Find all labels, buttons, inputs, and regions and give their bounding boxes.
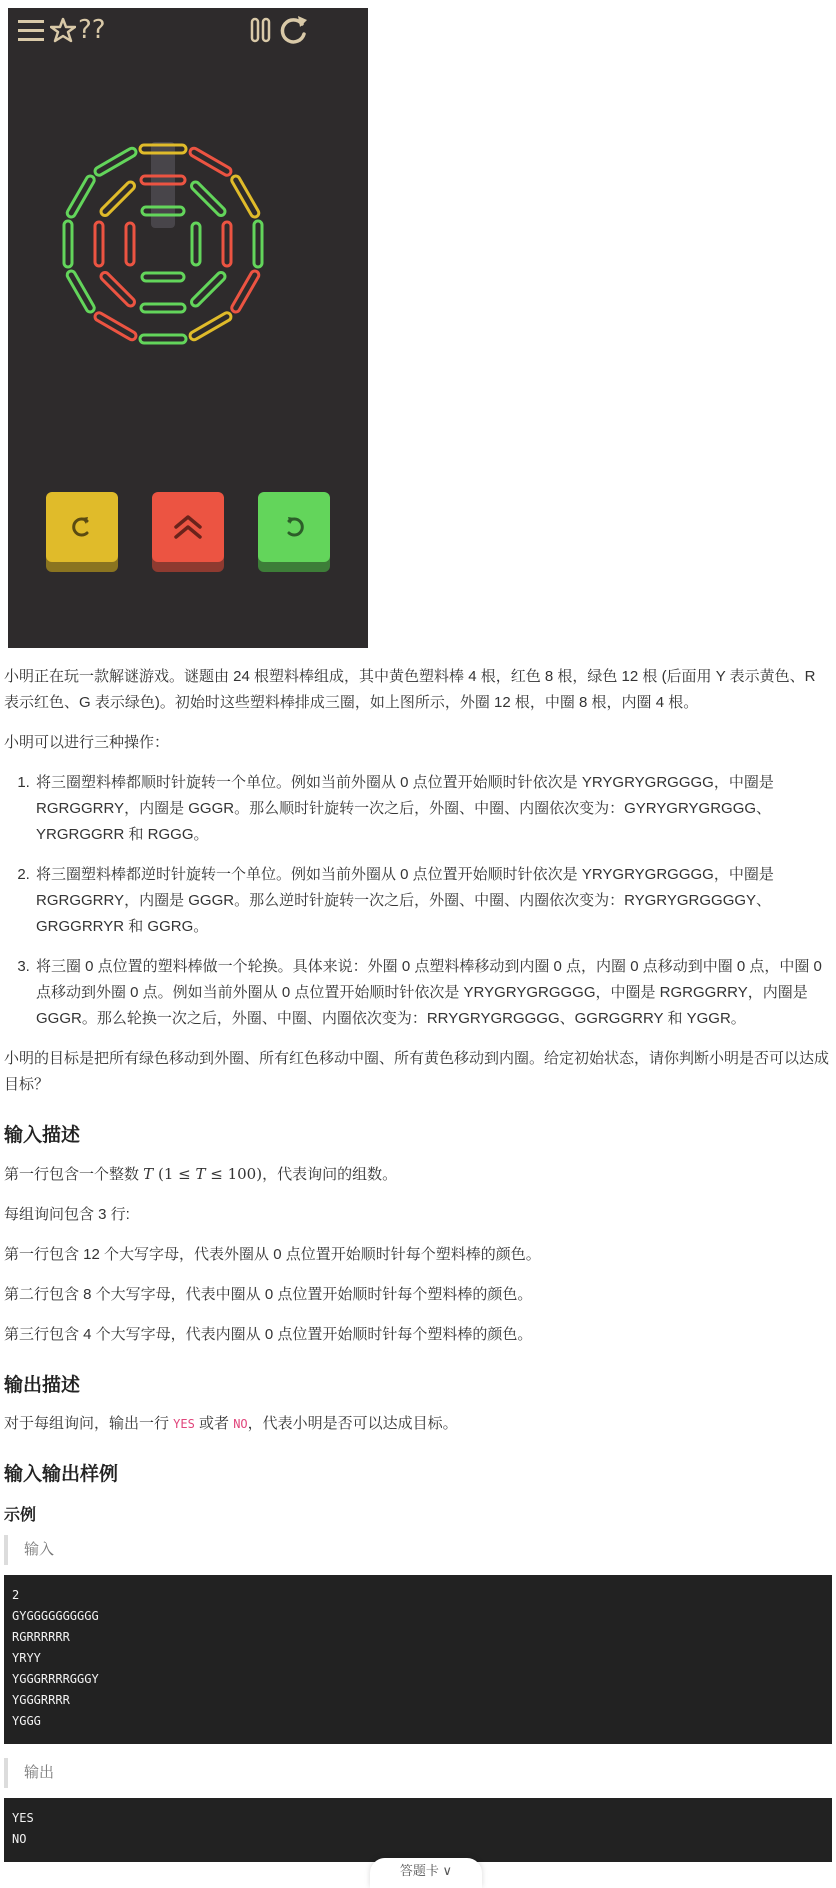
operations-intro: 小明可以进行三种操作： <box>4 734 170 751</box>
problem-content <box>4 650 832 1862</box>
sample-subheading: 示例 <box>4 1507 37 1524</box>
outer-ring-stick <box>94 311 138 341</box>
swap-up-icon <box>152 492 224 562</box>
inner-ring-stick <box>142 273 184 281</box>
rotate-cw-icon <box>258 492 330 562</box>
output-desc: 对于每组询问，输出一行 YES 或者 NO，代表小明是否可以达成目标。 <box>4 1415 458 1432</box>
middle-ring-stick <box>190 180 227 217</box>
answer-sheet-tab[interactable]: 答题卡 ∨ <box>370 1858 482 1888</box>
operation-item: 3. 将三圈 0 点位置的塑料棒做一个轮换。具体来说：外圈 0 点塑料棒移动到内圈 0 点，内圈 0 点移动到中圈 0 点，中圈 0 点移动到外圈 0 点。例如当前外圈从 0 点位置开始顺时针依次是 YRYGRYGRGGGG，中圈是 RGRGGRRY，内圈是 GGGR。那么轮换一次之后，外圈、中圈、内圈依次变为：RRYGRYGRGGGG、GGRGGRRY 和 YGGR。 <box>34 954 832 1032</box>
problem-goal: 小明的目标是把所有绿色移动到外圈、所有红色移动中圈、所有黄色移动到内圈。给定初始状态，请你判断小明是否可以达成目标？ <box>4 1050 830 1093</box>
middle-ring-stick <box>223 222 231 266</box>
help-icon[interactable]: ?? <box>78 15 106 45</box>
outer-ring-stick <box>189 147 233 177</box>
sample-output-code: YES NO <box>4 1798 832 1862</box>
outer-ring-stick <box>254 221 262 267</box>
middle-ring-stick <box>95 222 103 266</box>
samples-heading: 输入输出样例 <box>4 1464 119 1485</box>
rotate-ccw-icon <box>46 492 118 562</box>
menu-icon[interactable] <box>16 16 46 44</box>
inner-ring-stick <box>126 223 134 265</box>
outer-ring-stick <box>230 270 260 314</box>
outer-ring-stick <box>94 147 138 177</box>
swap-button[interactable] <box>152 492 224 572</box>
outer-ring-stick <box>189 311 233 341</box>
input-desc-line: 第一行包含一个整数 T (1 ≤ T ≤ 100)，代表询问的组数。 <box>4 1165 398 1183</box>
middle-ring-stick <box>141 304 185 312</box>
yes-keyword: YES <box>173 1417 195 1431</box>
sample-input-label: 输入 <box>4 1535 832 1565</box>
sample-output-label: 输出 <box>4 1758 832 1788</box>
puzzle-game-screen <box>8 8 368 648</box>
middle-ring-stick <box>99 180 136 217</box>
outer-ring-stick <box>64 221 72 267</box>
restart-icon[interactable] <box>278 14 310 46</box>
operations-list <box>4 770 832 1032</box>
middle-ring-stick <box>190 271 227 308</box>
problem-intro: 小明正在玩一款解谜游戏。谜题由 24 根塑料棒组成，其中黄色塑料棒 4 根，红色 8 根，绿色 12 根 (后面用 Y 表示黄色、R 表示红色、G 表示绿色)。初始时这些塑料棒排成三圈，如上图所示，外圈 12 根，中圈 8 根，内圈 4 根。 <box>4 668 816 711</box>
rotate-ccw-button[interactable] <box>46 492 118 572</box>
no-keyword: NO <box>233 1417 248 1431</box>
outer-ring-stick <box>230 175 260 219</box>
input-desc-line: 每组询问包含 3 行: <box>4 1206 130 1223</box>
output-heading: 输出描述 <box>4 1375 81 1396</box>
input-heading: 输入描述 <box>4 1125 81 1146</box>
rotate-cw-button[interactable] <box>258 492 330 572</box>
input-desc-line: 第一行包含 12 个大写字母，代表外圈从 0 点位置开始顺时针每个塑料棒的颜色。 <box>4 1246 541 1263</box>
input-desc-line: 第二行包含 8 个大写字母，代表中圈从 0 点位置开始顺时针每个塑料棒的颜色。 <box>4 1286 533 1303</box>
star-icon[interactable] <box>50 16 76 44</box>
outer-ring-stick <box>140 335 186 343</box>
outer-ring-stick <box>66 270 96 314</box>
input-desc-line: 第三行包含 4 个大写字母，代表内圈从 0 点位置开始顺时针每个塑料棒的颜色。 <box>4 1326 533 1343</box>
operation-item: 2. 将三圈塑料棒都逆时针旋转一个单位。例如当前外圈从 0 点位置开始顺时针依次是 YRYGRYGRGGGG，中圈是 RGRGGRRY，内圈是 GGGR。那么逆时针旋转一次之后，外圈、中圈、内圈依次变为：RYGRYGRGGGGY、GRGGRRYR 和 GGRG。 <box>34 862 832 940</box>
outer-ring-stick <box>66 175 96 219</box>
pause-icon[interactable] <box>248 16 274 44</box>
sample-input-code: 2 GYGGGGGGGGGG RGRRRRRR YRYY YGGGRRRRGGGY YGGGRRRR YGGG <box>4 1575 832 1744</box>
middle-ring-stick <box>99 271 136 308</box>
inner-ring-stick <box>192 223 200 265</box>
operation-item: 1. 将三圈塑料棒都顺时针旋转一个单位。例如当前外圈从 0 点位置开始顺时针依次是 YRYGRYGRGGGG，中圈是 RGRGGRRY，内圈是 GGGR。那么顺时针旋转一次之后，外圈、中圈、内圈依次变为：GYRYGRYGRGGG、YRGRGGRR 和 RGGG。 <box>34 770 832 848</box>
